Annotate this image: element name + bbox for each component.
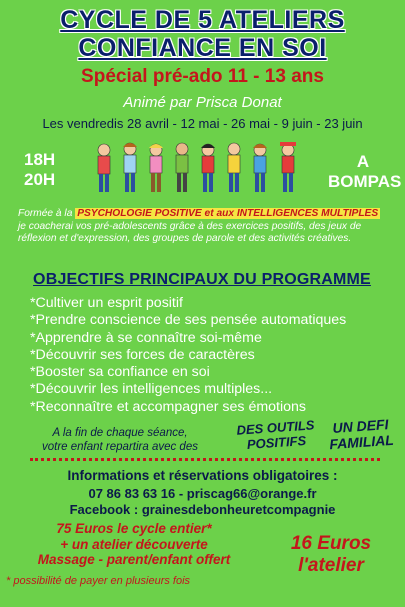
kid-figure xyxy=(228,143,240,192)
cycle-offer xyxy=(14,521,254,568)
description-rest: je coacherai vos pré-adolescents grâce à des exercices positifs, des jeux de réflexion et d'expression, des groupes de parole et des activités créatives. xyxy=(18,220,362,244)
description xyxy=(18,208,390,246)
objectives-list xyxy=(30,295,400,416)
end-time: 20H xyxy=(24,170,56,189)
kid-figure xyxy=(201,144,215,192)
contact-facebook: Facebook : grainesdebonheuretcompagnie xyxy=(69,502,336,517)
kid-figure xyxy=(253,144,267,192)
list-item: *Apprendre à se connaître soi-même xyxy=(30,329,262,346)
list-item: *Booster sa confiance en soi xyxy=(30,364,210,381)
list-item: *Découvrir les intelligences multiples... xyxy=(30,381,273,398)
time-block xyxy=(24,150,74,190)
payment-footnote: * possibilité de payer en plusieurs fois xyxy=(6,575,191,587)
description-prefix: Formée à la xyxy=(18,208,76,219)
subtitle-age-range: Spécial pré-ado 11 - 13 ans xyxy=(81,66,324,87)
divider xyxy=(30,458,380,462)
session-end-line-2: votre enfant repartira avec des xyxy=(42,441,198,453)
single-session-price xyxy=(266,533,396,577)
start-time: 18H xyxy=(24,150,56,169)
title-line-2: CONFIANCE EN SOI xyxy=(78,34,327,62)
challenge-line-2: FAMILIAL xyxy=(328,431,395,453)
place-block xyxy=(328,152,402,192)
contact-title: Informations et réservations obligatoires : xyxy=(67,468,338,483)
contact-phone-email: 07 86 83 63 16 - priscag66@orange.fr xyxy=(88,486,317,501)
objectives-title: OBJECTIFS PRINCIPAUX DU PROGRAMME xyxy=(33,271,371,288)
list-item: *Reconnaître et accompagner ses émotions xyxy=(30,398,307,415)
price-line-2: l'atelier xyxy=(298,555,364,576)
cycle-offer-line-2: + un atelier découverte xyxy=(60,536,208,552)
list-item: *Découvrir ses forces de caractères xyxy=(30,346,255,363)
cycle-offer-line-3: Massage - parent/enfant offert xyxy=(37,552,231,567)
description-highlight: PSYCHOLOGIE POSITIVE et aux INTELLIGENCES MULTIPLES xyxy=(77,208,379,219)
list-item: *Cultiver un esprit positif xyxy=(30,295,183,311)
price-line-1: 16 Euros xyxy=(290,533,372,554)
tools-line-2: POSITIFS xyxy=(246,432,307,453)
tools-line-1: DES OUTILS xyxy=(236,417,315,438)
kids-illustration xyxy=(90,138,318,198)
session-end-line-1: A la fin de chaque séance, xyxy=(52,427,188,439)
kid-figure xyxy=(280,142,296,192)
family-challenge-label xyxy=(317,415,405,453)
kid-figure xyxy=(98,144,110,192)
title-line-1: CYCLE DE 5 ATELIERS xyxy=(60,6,345,34)
kid-figure xyxy=(149,144,163,192)
list-item: *Prendre conscience de ses pensée automatiques xyxy=(30,312,347,329)
session-end-text xyxy=(10,426,230,454)
animator-line: Animé par Prisca Donat xyxy=(123,94,282,111)
cycle-offer-line-1: 75 Euros le cycle entier* xyxy=(56,521,212,536)
kid-figure xyxy=(176,143,188,192)
place-name: BOMPAS xyxy=(328,172,402,191)
dates-line: Les vendredis 28 avril - 12 mai - 26 mai - 9 juin - 23 juin xyxy=(42,116,363,131)
positive-tools-label xyxy=(225,417,327,454)
challenge-line-1: UN DEFI xyxy=(331,416,389,436)
kid-figure xyxy=(123,143,137,192)
place-prefix: A xyxy=(356,152,370,171)
